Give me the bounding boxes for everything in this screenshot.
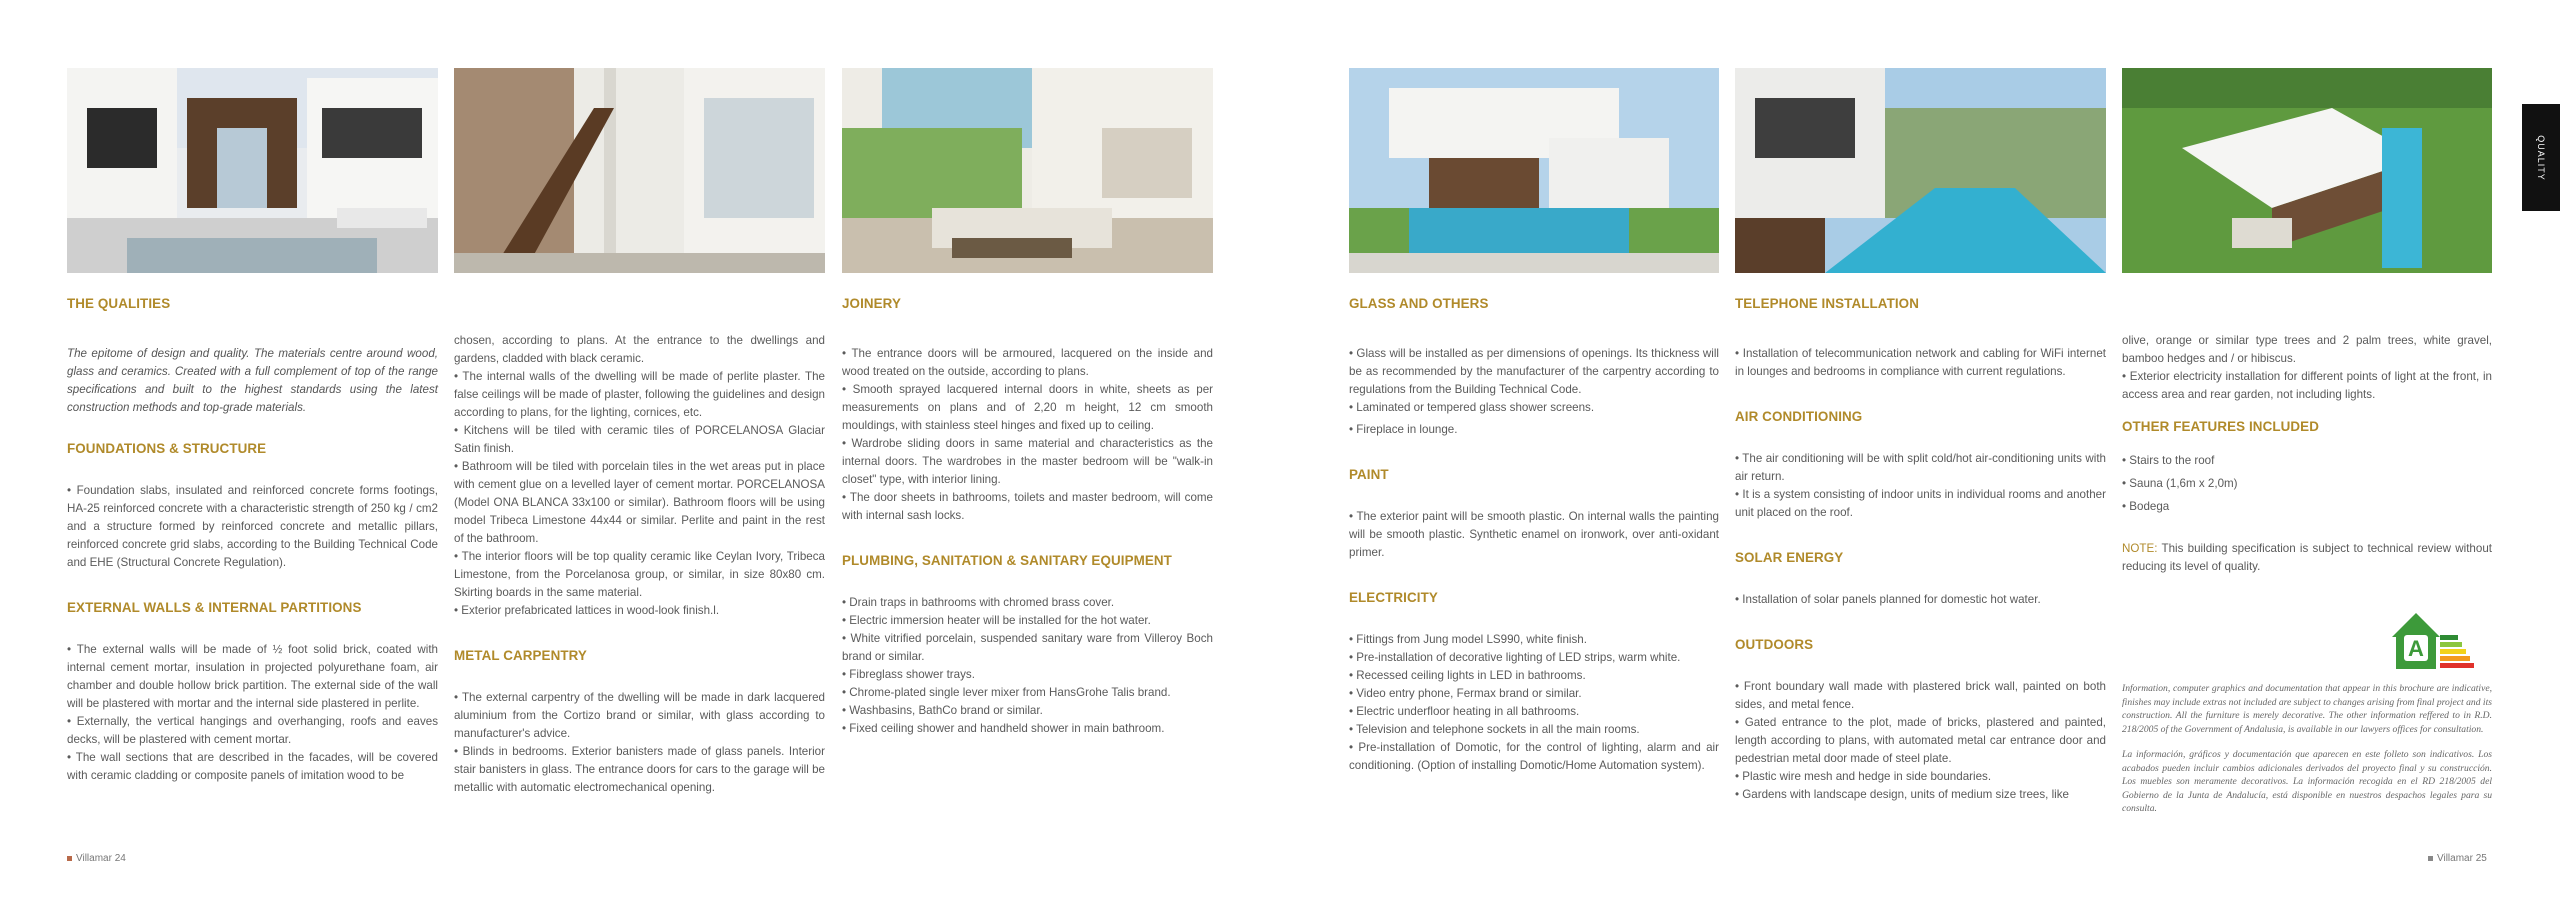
plumbing-item: • Fibreglass shower trays. xyxy=(842,668,975,681)
column-qualities xyxy=(67,295,438,785)
electricity-item: • Video entry phone, Fermax brand or similar. xyxy=(1349,687,1582,700)
glass-item: • Glass will be installed as per dimensions of openings. Its thickness will be as recommended by the manufacturer of the carpentry according to regulations from the Building Technical Code. xyxy=(1349,347,1719,396)
finishes-item: • Exterior prefabricated lattices in wood-look finish.l. xyxy=(454,604,720,617)
outdoors-item: • Gardens with landscape design, units of medium size trees, like xyxy=(1735,788,2069,801)
walls-item: • Externally, the vertical hangings and overhanging, roofs and eaves decks, will be plastered with cement mortar. xyxy=(67,715,438,746)
footer-right-text: Villamar 25 xyxy=(2437,853,2487,864)
long-pool-render-photo xyxy=(1735,68,2106,273)
footer-right xyxy=(2428,853,2487,864)
solar-heading: SOLAR ENERGY xyxy=(1735,550,1844,565)
outdoors-item: • Plastic wire mesh and hedge in side boundaries. xyxy=(1735,770,1992,783)
other-features-heading: OTHER FEATURES INCLUDED xyxy=(2122,419,2319,434)
note-label: NOTE: xyxy=(2122,542,2158,555)
column-glass xyxy=(1349,295,1719,775)
finishes-item: • The interior floors will be top quality ceramic like Ceylan Ivory, Tribeca Limestone, from the Porcelanosa group, or similar, in size 80x80 cm. Skirting boards in the same material. xyxy=(454,550,825,599)
plumbing-heading: PLUMBING, SANITATION & SANITARY EQUIPMENT xyxy=(842,553,1172,568)
plumbing-item: • Fixed ceiling shower and handheld shower in main bathroom. xyxy=(842,722,1165,735)
quality-side-tab xyxy=(2522,104,2560,211)
footer-square-icon xyxy=(67,856,72,861)
energy-efficiency-icon xyxy=(2386,607,2482,675)
outdoors-continued-item: olive, orange or similar type trees and 2 palm trees, white gravel, bamboo hedges and / or hibiscus. xyxy=(2122,334,2492,365)
qualities-intro: The epitome of design and quality. The materials centre around wood, glass and ceramics. Created with a full complement of top of the range specifications and built to the highest standards using the latest construction methods and top-grade materials. xyxy=(67,347,438,414)
paint-heading: PAINT xyxy=(1349,467,1389,482)
glass-item: • Laminated or tempered glass shower screens. xyxy=(1349,401,1595,414)
telephone-text: • Installation of telecommunication network and cabling for WiFi internet in lounges and bedrooms in compliance with current regulations. xyxy=(1735,347,2106,378)
electricity-item: • Electric underfloor heating in all bathrooms. xyxy=(1349,705,1580,718)
courtyard-render-photo xyxy=(67,68,438,273)
footer-left-text: Villamar 24 xyxy=(76,853,126,864)
telephone-heading: TELEPHONE INSTALLATION xyxy=(1735,296,1919,311)
plumbing-item: • White vitrified porcelain, suspended sanitary ware from Villeroy Boch brand or similar. xyxy=(842,632,1213,663)
plumbing-item: • Electric immersion heater will be installed for the hot water. xyxy=(842,614,1151,627)
note-text xyxy=(2122,540,2492,576)
glass-item: • Fireplace in lounge. xyxy=(1349,423,1458,436)
feature-item: • Sauna (1,6m x 2,0m) xyxy=(2122,477,2238,490)
footer-square-icon xyxy=(2428,856,2433,861)
air-item: • It is a system consisting of indoor units in individual rooms and another unit placed on the roof. xyxy=(1735,488,2106,519)
glass-heading: GLASS AND OTHERS xyxy=(1349,296,1489,311)
outdoors-heading: OUTDOORS xyxy=(1735,637,1814,652)
energy-label-letter: A xyxy=(2408,636,2424,661)
electricity-item: • Pre-installation of Domotic, for the control of lighting, alarm and air conditioning. (Option of installing Domotic/Home Automation system). xyxy=(1349,741,1719,772)
joinery-heading: JOINERY xyxy=(842,296,901,311)
plumbing-item: • Drain traps in bathrooms with chromed brass cover. xyxy=(842,596,1115,609)
foundations-heading: FOUNDATIONS & STRUCTURE xyxy=(67,441,267,456)
solar-text: • Installation of solar panels planned for domestic hot water. xyxy=(1735,593,2041,606)
column-features xyxy=(2122,332,2492,816)
feature-item: • Stairs to the roof xyxy=(2122,454,2215,467)
air-conditioning-heading: AIR CONDITIONING xyxy=(1735,409,1863,424)
column-finishes xyxy=(454,332,825,797)
joinery-item: • The door sheets in bathrooms, toilets and master bedroom, will come with internal sash locks. xyxy=(842,491,1213,522)
joinery-item: • Smooth sprayed lacquered internal doors in white, sheets as per measurements on plans and of 2,20 m height, 12 cm smooth mouldings, with stainless steel hinges and fixed up to ceiling. xyxy=(842,383,1213,432)
walls-item: • The wall sections that are described in the facades, will be covered with ceramic cladding or composite panels of imitation wood to be xyxy=(67,751,438,782)
joinery-item: • Wardrobe sliding doors in same material and characteristics as the internal doors. The wardrobes in the master bedroom will be "walk-in closet" type, with interior lining. xyxy=(842,437,1213,486)
air-item: • The air conditioning will be with split cold/hot air-conditioning units with air return. xyxy=(1735,452,2106,483)
electricity-heading: ELECTRICITY xyxy=(1349,590,1438,605)
electricity-item: • Recessed ceiling lights in LED in bathrooms. xyxy=(1349,669,1586,682)
electricity-item: • Pre-installation of decorative lighting of LED strips, warm white. xyxy=(1349,651,1681,664)
aerial-villa-render-photo xyxy=(2122,68,2492,273)
walls-heading: EXTERNAL WALLS & INTERNAL PARTITIONS xyxy=(67,600,362,615)
metal-carpentry-heading: METAL CARPENTRY xyxy=(454,648,587,663)
note-body: This building specification is subject to technical review without reducing its level of quality. xyxy=(2122,542,2492,573)
living-room-render-photo xyxy=(842,68,1213,273)
outdoors-item: • Gated entrance to the plot, made of bricks, plastered and painted, length according to plans, with automated metal car entrance door and pedestrian metal door made of steel plate. xyxy=(1735,716,2106,765)
finishes-item: • Kitchens will be tiled with ceramic tiles of PORCELANOSA Glaciar Satin finish. xyxy=(454,424,825,455)
plumbing-item: • Chrome-plated single lever mixer from HansGrohe Talis brand. xyxy=(842,686,1171,699)
carpentry-item: • The external carpentry of the dwelling will be made in dark lacquered aluminium from the Cortizo brand or similar, with glass according to manufacturer's advice. xyxy=(454,691,825,740)
walls-item: • The external walls will be made of ½ foot solid brick, coated with internal cement mortar, insulation in projected polyurethane foam, air chamber and double hollow brick partition. The external side of the wall will be plastered with mortar and the internal side plastered in perlite. xyxy=(67,643,438,710)
staircase-render-photo xyxy=(454,68,825,273)
villa-pool-render-photo xyxy=(1349,68,1719,273)
legal-english: Information, computer graphics and documentation that appear in this brochure are indicative, finishes may include extras not included are subject to changes arising from final project and its construction. All the furniture is merely decorative. The other information reffered to in R.D. 218/2005 of the Government of Andalusia, is available in our lawyers offices for consultation. xyxy=(2122,683,2492,735)
column-telephone xyxy=(1735,295,2106,804)
legal-spanish: La información, gráficos y documentación que aparecen en este folleto son indicativos. Los acabados pueden incluir cambios adicionales derivados del proyecto final y su construcción. Los muebles son meramente decorativos. La información recogida en el RD 218/2005 del Gobierno de la Junta de Andalucía, está disponible en nuestros despachos legales para su consulta. xyxy=(2122,749,2492,814)
qualities-heading: THE QUALITIES xyxy=(67,296,171,311)
outdoors-continued-item: • Exterior electricity installation for different points of light at the front, in access area and rear garden, not including lights. xyxy=(2122,370,2492,401)
carpentry-item: • Blinds in bedrooms. Exterior banisters made of glass panels. Interior stair banisters in glass. The entrance doors for cars to the garage will be metallic with automatic electromechanical opening. xyxy=(454,745,825,794)
finishes-item: • Bathroom will be tiled with porcelain tiles in the wet areas put in place with cement glue on a levelled layer of cement mortar. PORCELANOSA (Model ONA BLANCA 33x100 or similar). Bathroom floors will be using model Tribeca Limestone 44x44 or similar. Perlite and paint in the rest of the bathroom. xyxy=(454,460,825,545)
feature-item: • Bodega xyxy=(2122,500,2170,513)
plumbing-item: • Washbasins, BathCo brand or similar. xyxy=(842,704,1043,717)
outdoors-item: • Front boundary wall made with plastered brick wall, painted on both sides, and metal fence. xyxy=(1735,680,2106,711)
electricity-item: • Fittings from Jung model LS990, white finish. xyxy=(1349,633,1587,646)
finishes-item: • The internal walls of the dwelling will be made of perlite plaster. The false ceilings will be made of plaster, following the guidelines and design according to plans, for the lighting, cornices, etc. xyxy=(454,370,825,419)
electricity-item: • Television and telephone sockets in all the main rooms. xyxy=(1349,723,1640,736)
footer-left xyxy=(67,853,126,864)
side-tab-label: QUALITY xyxy=(2536,134,2546,181)
joinery-item: • The entrance doors will be armoured, lacquered on the inside and wood treated on the outside, according to plans. xyxy=(842,347,1213,378)
paint-text: • The exterior paint will be smooth plastic. On internal walls the painting will be smooth plastic. Synthetic enamel on ironwork, over anti-oxidant primer. xyxy=(1349,510,1719,559)
foundations-text: • Foundation slabs, insulated and reinforced concrete forms footings, HA-25 reinforced concrete with a characteristic strength of 250 kg / cm2 and a structure formed by reinforced concrete and metallic pillars, reinforced concrete grid slabs, according to the Building Technical Code and EHE (Structural Concrete Regulation). xyxy=(67,484,438,569)
finishes-item: chosen, according to plans. At the entrance to the dwellings and gardens, cladded with black ceramic. xyxy=(454,334,825,365)
column-joinery xyxy=(842,295,1213,738)
